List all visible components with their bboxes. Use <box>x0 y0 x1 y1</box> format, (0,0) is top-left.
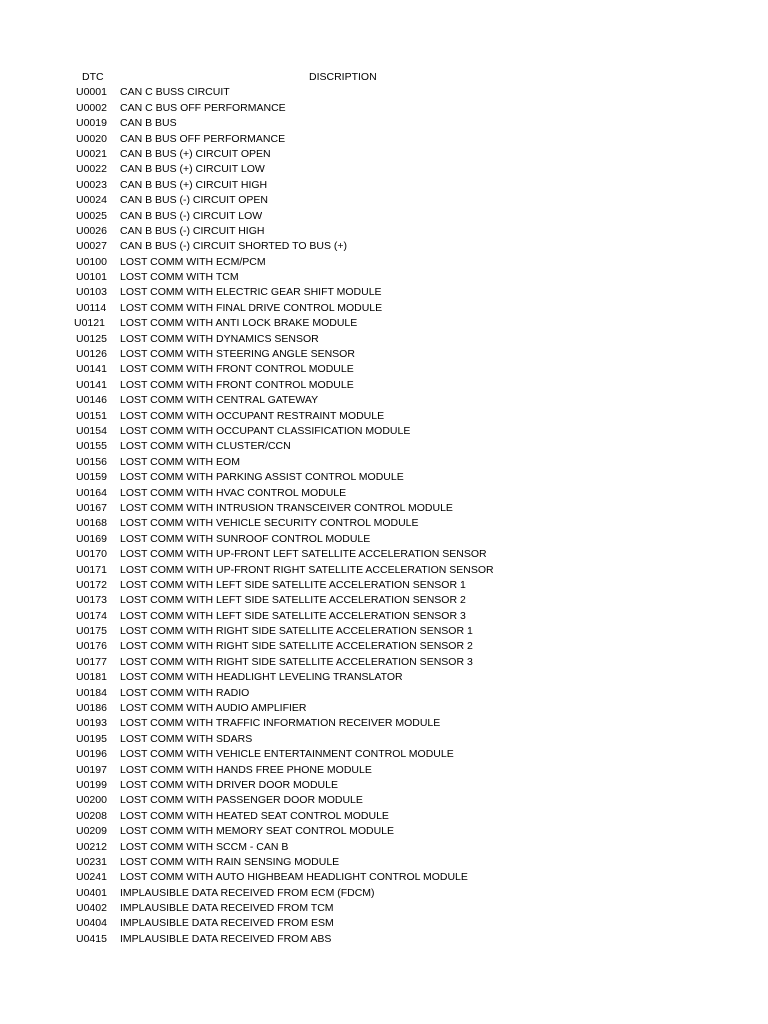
table-row <box>0 255 768 270</box>
table-row <box>0 793 768 808</box>
table-row <box>0 916 768 931</box>
dtc-code: U0024 <box>76 194 107 207</box>
dtc-code: U0019 <box>76 117 107 130</box>
dtc-code: U0025 <box>76 209 107 222</box>
dtc-code: U0174 <box>76 609 107 622</box>
table-row <box>0 593 768 608</box>
table-row <box>0 347 768 362</box>
table-row <box>0 516 768 531</box>
dtc-code: U0121 <box>74 317 105 330</box>
dtc-code: U0177 <box>76 655 107 668</box>
table-row <box>0 116 768 131</box>
header-description: DISCRIPTION <box>309 71 377 83</box>
dtc-code: U0159 <box>76 471 107 484</box>
table-row <box>0 855 768 870</box>
dtc-code: U0173 <box>76 594 107 607</box>
dtc-code: U0155 <box>76 440 107 453</box>
table-row <box>0 270 768 285</box>
dtc-code: U0022 <box>76 163 107 176</box>
dtc-code: U0208 <box>76 809 107 822</box>
dtc-description: CAN C BUS OFF PERFORMANCE <box>120 101 286 114</box>
dtc-description: CAN B BUS (-) CIRCUIT OPEN <box>120 194 268 207</box>
table-row <box>0 886 768 901</box>
table-row <box>0 778 768 793</box>
dtc-description: LOST COMM WITH LEFT SIDE SATELLITE ACCELERATION SENSOR 2 <box>120 594 466 607</box>
dtc-code: U0241 <box>76 871 107 884</box>
table-row <box>0 732 768 747</box>
table-row <box>0 932 768 947</box>
dtc-code: U0401 <box>76 886 107 899</box>
dtc-code: U0141 <box>76 363 107 376</box>
dtc-code: U0197 <box>76 763 107 776</box>
table-row <box>0 870 768 885</box>
dtc-code: U0026 <box>76 224 107 237</box>
dtc-description: CAN B BUS OFF PERFORMANCE <box>120 132 286 145</box>
dtc-description: LOST COMM WITH AUDIO AMPLIFIER <box>120 702 307 715</box>
dtc-code: U0141 <box>76 378 107 391</box>
dtc-description: LOST COMM WITH EOM <box>120 455 240 468</box>
table-row <box>0 716 768 731</box>
table-row <box>0 439 768 454</box>
dtc-description: CAN B BUS <box>120 117 177 130</box>
dtc-description: LOST COMM WITH PASSENGER DOOR MODULE <box>120 794 363 807</box>
table-row <box>0 763 768 778</box>
dtc-code: U0169 <box>76 532 107 545</box>
dtc-description: LOST COMM WITH CENTRAL GATEWAY <box>120 394 319 407</box>
dtc-description: LOST COMM WITH TCM <box>120 271 239 284</box>
dtc-code: U0151 <box>76 409 107 422</box>
dtc-description: LOST COMM WITH RAIN SENSING MODULE <box>120 855 340 868</box>
table-row <box>0 901 768 916</box>
table-row <box>0 85 768 100</box>
dtc-code: U0125 <box>76 332 107 345</box>
dtc-description: LOST COMM WITH CLUSTER/CCN <box>120 440 291 453</box>
dtc-description: LOST COMM WITH FRONT CONTROL MODULE <box>120 363 354 376</box>
dtc-code: U0020 <box>76 132 107 145</box>
table-row <box>0 162 768 177</box>
table-row <box>0 362 768 377</box>
dtc-description: LOST COMM WITH HANDS FREE PHONE MODULE <box>120 763 372 776</box>
dtc-code: U0168 <box>76 517 107 530</box>
table-header <box>0 70 768 85</box>
dtc-description: LOST COMM WITH DYNAMICS SENSOR <box>120 332 319 345</box>
table-row <box>0 301 768 316</box>
table-row <box>0 378 768 393</box>
dtc-description: LOST COMM WITH PARKING ASSIST CONTROL MODULE <box>120 471 404 484</box>
dtc-code: U0100 <box>76 255 107 268</box>
dtc-code: U0175 <box>76 625 107 638</box>
dtc-description: LOST COMM WITH HVAC CONTROL MODULE <box>120 486 347 499</box>
dtc-description: LOST COMM WITH ECM/PCM <box>120 255 266 268</box>
table-row <box>0 409 768 424</box>
table-row <box>0 132 768 147</box>
table-row <box>0 655 768 670</box>
dtc-description: LOST COMM WITH DRIVER DOOR MODULE <box>120 778 338 791</box>
dtc-description: CAN B BUS (-) CIRCUIT LOW <box>120 209 263 222</box>
dtc-description: LOST COMM WITH UP-FRONT RIGHT SATELLITE ACCELERATION SENSOR <box>120 563 494 576</box>
table-row <box>0 424 768 439</box>
table-row <box>0 639 768 654</box>
table-row <box>0 547 768 562</box>
table-row <box>0 332 768 347</box>
dtc-code: U0023 <box>76 178 107 191</box>
dtc-description: LOST COMM WITH FINAL DRIVE CONTROL MODULE <box>120 301 383 314</box>
dtc-description: LOST COMM WITH HEADLIGHT LEVELING TRANSLATOR <box>120 671 403 684</box>
dtc-description: LOST COMM WITH SCCM - CAN B <box>120 840 289 853</box>
dtc-code: U0027 <box>76 240 107 253</box>
table-row <box>0 840 768 855</box>
dtc-code: U0126 <box>76 348 107 361</box>
dtc-description: CAN B BUS (+) CIRCUIT LOW <box>120 163 265 176</box>
dtc-description: LOST COMM WITH LEFT SIDE SATELLITE ACCELERATION SENSOR 1 <box>120 578 466 591</box>
dtc-code: U0404 <box>76 917 107 930</box>
dtc-code: U0172 <box>76 578 107 591</box>
dtc-code: U0156 <box>76 455 107 468</box>
dtc-description: LOST COMM WITH TRAFFIC INFORMATION RECEIVER MODULE <box>120 717 441 730</box>
dtc-description: LOST COMM WITH ELECTRIC GEAR SHIFT MODULE <box>120 286 382 299</box>
table-row <box>0 224 768 239</box>
dtc-code: U0199 <box>76 778 107 791</box>
dtc-code: U0184 <box>76 686 107 699</box>
table-row <box>0 101 768 116</box>
table-row <box>0 563 768 578</box>
table-row <box>0 670 768 685</box>
table-row <box>0 501 768 516</box>
table-row <box>0 747 768 762</box>
dtc-description: LOST COMM WITH FRONT CONTROL MODULE <box>120 378 354 391</box>
table-row <box>0 239 768 254</box>
dtc-description: LOST COMM WITH UP-FRONT LEFT SATELLITE ACCELERATION SENSOR <box>120 548 487 561</box>
dtc-code: U0196 <box>76 748 107 761</box>
dtc-description: LOST COMM WITH VEHICLE SECURITY CONTROL MODULE <box>120 517 419 530</box>
dtc-code: U0200 <box>76 794 107 807</box>
dtc-code: U0021 <box>76 147 107 160</box>
table-row <box>0 193 768 208</box>
dtc-description: LOST COMM WITH MEMORY SEAT CONTROL MODULE <box>120 825 394 838</box>
dtc-description: IMPLAUSIBLE DATA RECEIVED FROM TCM <box>120 902 334 915</box>
table-row <box>0 809 768 824</box>
dtc-description: LOST COMM WITH HEATED SEAT CONTROL MODULE <box>120 809 389 822</box>
dtc-code: U0001 <box>76 86 107 99</box>
dtc-code: U0101 <box>76 271 107 284</box>
table-row <box>0 624 768 639</box>
dtc-code: U0415 <box>76 932 107 945</box>
table-row <box>0 209 768 224</box>
dtc-description: LOST COMM WITH RIGHT SIDE SATELLITE ACCELERATION SENSOR 1 <box>120 625 473 638</box>
dtc-description: LOST COMM WITH STEERING ANGLE SENSOR <box>120 348 355 361</box>
table-row <box>0 824 768 839</box>
dtc-description: LOST COMM WITH OCCUPANT RESTRAINT MODULE <box>120 409 385 422</box>
table-row <box>0 455 768 470</box>
dtc-description: LOST COMM WITH LEFT SIDE SATELLITE ACCELERATION SENSOR 3 <box>120 609 466 622</box>
dtc-description: LOST COMM WITH SUNROOF CONTROL MODULE <box>120 532 371 545</box>
table-row <box>0 686 768 701</box>
dtc-code: U0231 <box>76 855 107 868</box>
table-row <box>0 316 768 331</box>
table-row <box>0 285 768 300</box>
dtc-description: CAN B BUS (-) CIRCUIT HIGH <box>120 224 265 237</box>
dtc-description: LOST COMM WITH AUTO HIGHBEAM HEADLIGHT CONTROL MODULE <box>120 871 468 884</box>
dtc-description: IMPLAUSIBLE DATA RECEIVED FROM ABS <box>120 932 332 945</box>
dtc-code: U0170 <box>76 548 107 561</box>
dtc-code: U0164 <box>76 486 107 499</box>
dtc-description: LOST COMM WITH RIGHT SIDE SATELLITE ACCELERATION SENSOR 3 <box>120 655 473 668</box>
table-row <box>0 578 768 593</box>
dtc-description: IMPLAUSIBLE DATA RECEIVED FROM ECM (FDCM) <box>120 886 375 899</box>
dtc-code: U0002 <box>76 101 107 114</box>
dtc-description: LOST COMM WITH RIGHT SIDE SATELLITE ACCELERATION SENSOR 2 <box>120 640 473 653</box>
dtc-description: LOST COMM WITH INTRUSION TRANSCEIVER CONTROL MODULE <box>120 501 453 514</box>
dtc-code: U0193 <box>76 717 107 730</box>
dtc-code: U0181 <box>76 671 107 684</box>
dtc-code: U0209 <box>76 825 107 838</box>
dtc-code: U0402 <box>76 902 107 915</box>
dtc-description: CAN B BUS (+) CIRCUIT OPEN <box>120 147 271 160</box>
dtc-description: IMPLAUSIBLE DATA RECEIVED FROM ESM <box>120 917 334 930</box>
dtc-code: U0114 <box>76 301 107 314</box>
dtc-description: LOST COMM WITH SDARS <box>120 732 253 745</box>
table-row <box>0 147 768 162</box>
table-row <box>0 178 768 193</box>
dtc-code: U0186 <box>76 702 107 715</box>
dtc-code: U0212 <box>76 840 107 853</box>
table-body <box>0 85 768 947</box>
dtc-code: U0154 <box>76 424 107 437</box>
dtc-code: U0146 <box>76 394 107 407</box>
dtc-description: CAN B BUS (-) CIRCUIT SHORTED TO BUS (+) <box>120 240 348 253</box>
dtc-code: U0176 <box>76 640 107 653</box>
dtc-code: U0171 <box>76 563 107 576</box>
table-row <box>0 486 768 501</box>
dtc-description: LOST COMM WITH RADIO <box>120 686 250 699</box>
dtc-description: LOST COMM WITH VEHICLE ENTERTAINMENT CONTROL MODULE <box>120 748 454 761</box>
dtc-description: CAN C BUSS CIRCUIT <box>120 86 230 99</box>
header-dtc: DTC <box>82 71 104 83</box>
dtc-code: U0195 <box>76 732 107 745</box>
table-row <box>0 701 768 716</box>
dtc-code: U0167 <box>76 501 107 514</box>
dtc-table <box>0 70 768 947</box>
dtc-description: LOST COMM WITH OCCUPANT CLASSIFICATION MODULE <box>120 424 411 437</box>
table-row <box>0 532 768 547</box>
dtc-code: U0103 <box>76 286 107 299</box>
table-row <box>0 470 768 485</box>
dtc-description: CAN B BUS (+) CIRCUIT HIGH <box>120 178 268 191</box>
table-row <box>0 609 768 624</box>
dtc-description: LOST COMM WITH ANTI LOCK BRAKE MODULE <box>120 317 358 330</box>
table-row <box>0 393 768 408</box>
